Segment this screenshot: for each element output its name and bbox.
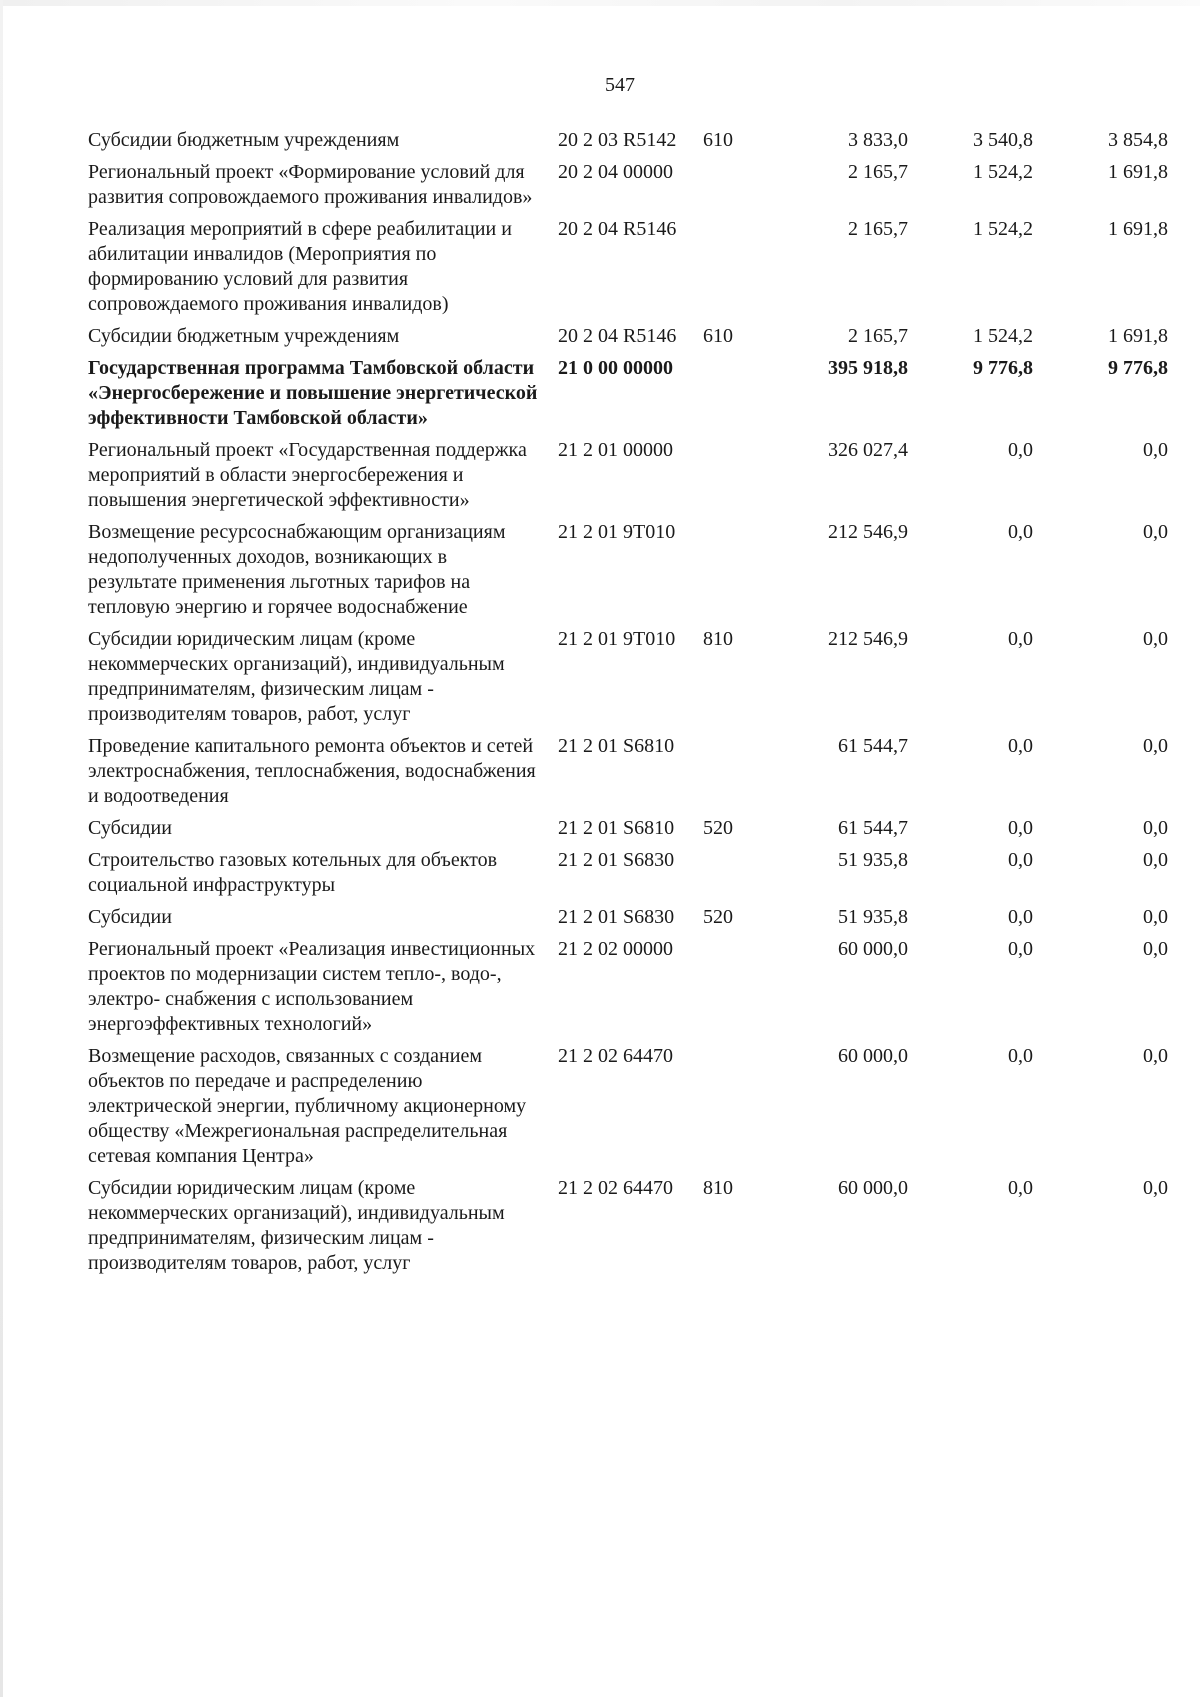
row-type-cell [703,356,763,438]
row-value-2023-cell: 2 165,7 [848,325,908,347]
row-name-cell: Возмещение ресурсоснабжающим организациям недополученных доходов, возникающих в результате применения льготных тарифов на тепловую энергию и горячее водоснабжение [88,521,506,618]
table-row [88,128,1168,160]
row-name-cell: Региональный проект «Государственная поддержка мероприятий в области энергосбережения и повышения энергетической эффективности» [88,439,527,511]
row-value-2024-cell: 0,0 [1008,1045,1033,1067]
table-row [88,627,1168,734]
row-code-cell: 21 2 01 S6830 [558,906,675,928]
table-row [88,324,1168,356]
row-value-2023-cell: 60 000,0 [838,938,908,960]
row-value-2023-cell: 60 000,0 [838,1045,908,1067]
table-row [88,905,1168,937]
row-code-cell: 21 0 00 00000 [558,357,673,379]
row-value-2023-cell: 212 546,9 [828,628,908,650]
table-row [88,217,1168,324]
row-type-cell [703,160,763,217]
row-code-cell: 20 2 03 R5142 [558,129,677,151]
row-type-cell: 610 [703,325,733,347]
row-type-cell: 810 [703,628,733,650]
row-value-2024-cell: 0,0 [1008,521,1033,543]
row-value-2023-cell: 60 000,0 [838,1177,908,1199]
row-name-cell: Государственная программа Тамбовской области «Энергосбережение и повышение энергетической эффективности Тамбовской области» [88,357,538,429]
row-value-2025-cell: 0,0 [1143,906,1168,928]
scan-artifact-edge [0,0,3,1697]
row-code-cell: 21 2 01 9Т010 [558,521,676,543]
row-value-2023-cell: 212 546,9 [828,521,908,543]
row-value-2023-cell: 51 935,8 [838,906,908,928]
table-row [88,848,1168,905]
row-value-2025-cell: 0,0 [1143,1045,1168,1067]
row-code-cell: 20 2 04 R5146 [558,218,677,240]
row-value-2025-cell: 0,0 [1143,439,1168,461]
row-value-2025-cell: 3 854,8 [1108,129,1168,151]
budget-table [88,128,1168,1283]
row-value-2023-cell: 326 027,4 [828,439,908,461]
row-value-2023-cell: 61 544,7 [838,817,908,839]
row-value-2024-cell: 0,0 [1008,735,1033,757]
row-type-cell [703,848,763,905]
row-code-cell: 21 2 01 00000 [558,439,673,461]
row-name-cell: Субсидии [88,817,172,839]
row-value-2024-cell: 0,0 [1008,817,1033,839]
row-value-2024-cell: 0,0 [1008,1177,1033,1199]
row-value-2025-cell: 1 691,8 [1108,218,1168,240]
row-name-cell: Возмещение расходов, связанных с созданием объектов по передаче и распределению электрической энергии, публичному акционерному обществу «Межрегиональная распределительная сетевая компания Центра» [88,1045,527,1167]
scan-artifact-top [0,0,1200,6]
row-name-cell: Региональный проект «Реализация инвестиционных проектов по модернизации систем тепло-, водо-, электро- снабжения с использованием энергоэффективных технологий» [88,938,536,1035]
row-code-cell: 21 2 02 64470 [558,1045,673,1067]
page-number: 547 [605,74,635,96]
row-value-2023-cell: 395 918,8 [828,357,908,379]
row-value-2025-cell: 9 776,8 [1108,357,1168,379]
row-type-cell [703,217,763,324]
table-row [88,1044,1168,1176]
table-row [88,356,1168,438]
table-row [88,160,1168,217]
row-type-cell: 520 [703,906,733,928]
row-name-cell: Субсидии бюджетным учреждениям [88,129,400,151]
row-value-2025-cell: 1 691,8 [1108,161,1168,183]
budget-table-body [88,128,1168,1283]
row-code-cell: 21 2 01 S6810 [558,735,675,757]
row-code-cell: 21 2 02 00000 [558,938,673,960]
table-row [88,816,1168,848]
row-name-cell: Субсидии бюджетным учреждениям [88,325,400,347]
row-value-2024-cell: 0,0 [1008,849,1033,871]
row-value-2025-cell: 0,0 [1143,849,1168,871]
row-code-cell: 21 2 02 64470 [558,1177,673,1199]
row-name-cell: Субсидии юридическим лицам (кроме некоммерческих организаций), индивидуальным предпринимателям, физическим лицам - производителям товаров, работ, услуг [88,1177,505,1274]
row-value-2024-cell: 0,0 [1008,439,1033,461]
row-value-2025-cell: 0,0 [1143,521,1168,543]
row-type-cell: 610 [703,129,733,151]
row-value-2024-cell: 0,0 [1008,906,1033,928]
row-value-2024-cell: 0,0 [1008,628,1033,650]
row-code-cell: 21 2 01 S6830 [558,849,675,871]
row-type-cell [703,520,763,627]
row-code-cell: 20 2 04 R5146 [558,325,677,347]
row-name-cell: Субсидии юридическим лицам (кроме некоммерческих организаций), индивидуальным предпринимателям, физическим лицам - производителям товаров, работ, услуг [88,628,505,725]
row-value-2025-cell: 1 691,8 [1108,325,1168,347]
row-value-2024-cell: 9 776,8 [973,357,1033,379]
row-value-2023-cell: 61 544,7 [838,735,908,757]
table-row [88,734,1168,816]
row-value-2023-cell: 2 165,7 [848,161,908,183]
row-type-cell [703,734,763,816]
row-value-2025-cell: 0,0 [1143,817,1168,839]
row-name-cell: Проведение капитального ремонта объектов и сетей электроснабжения, теплоснабжения, водоснабжения и водоотведения [88,735,536,807]
row-name-cell: Строительство газовых котельных для объектов социальной инфраструктуры [88,849,498,896]
row-type-cell [703,438,763,520]
row-value-2023-cell: 3 833,0 [848,129,908,151]
row-value-2025-cell: 0,0 [1143,628,1168,650]
row-value-2023-cell: 51 935,8 [838,849,908,871]
row-type-cell [703,937,763,1044]
row-name-cell: Реализация мероприятий в сфере реабилитации и абилитации инвалидов (Мероприятия по формированию условий для развития сопровождаемого проживания инвалидов) [88,218,512,315]
row-type-cell: 520 [703,817,733,839]
row-name-cell: Региональный проект «Формирование условий для развития сопровождаемого проживания инвалидов» [88,161,533,208]
row-value-2024-cell: 1 524,2 [973,325,1033,347]
table-row [88,937,1168,1044]
row-value-2024-cell: 0,0 [1008,938,1033,960]
row-type-cell [703,1044,763,1176]
row-code-cell: 20 2 04 00000 [558,161,673,183]
row-value-2025-cell: 0,0 [1143,938,1168,960]
table-row [88,1176,1168,1283]
row-code-cell: 21 2 01 S6810 [558,817,675,839]
row-type-cell: 810 [703,1177,733,1199]
table-row [88,438,1168,520]
row-code-cell: 21 2 01 9Т010 [558,628,676,650]
row-value-2023-cell: 2 165,7 [848,218,908,240]
row-name-cell: Субсидии [88,906,172,928]
row-value-2024-cell: 3 540,8 [973,129,1033,151]
table-row [88,520,1168,627]
row-value-2024-cell: 1 524,2 [973,218,1033,240]
row-value-2025-cell: 0,0 [1143,1177,1168,1199]
row-value-2025-cell: 0,0 [1143,735,1168,757]
row-value-2024-cell: 1 524,2 [973,161,1033,183]
